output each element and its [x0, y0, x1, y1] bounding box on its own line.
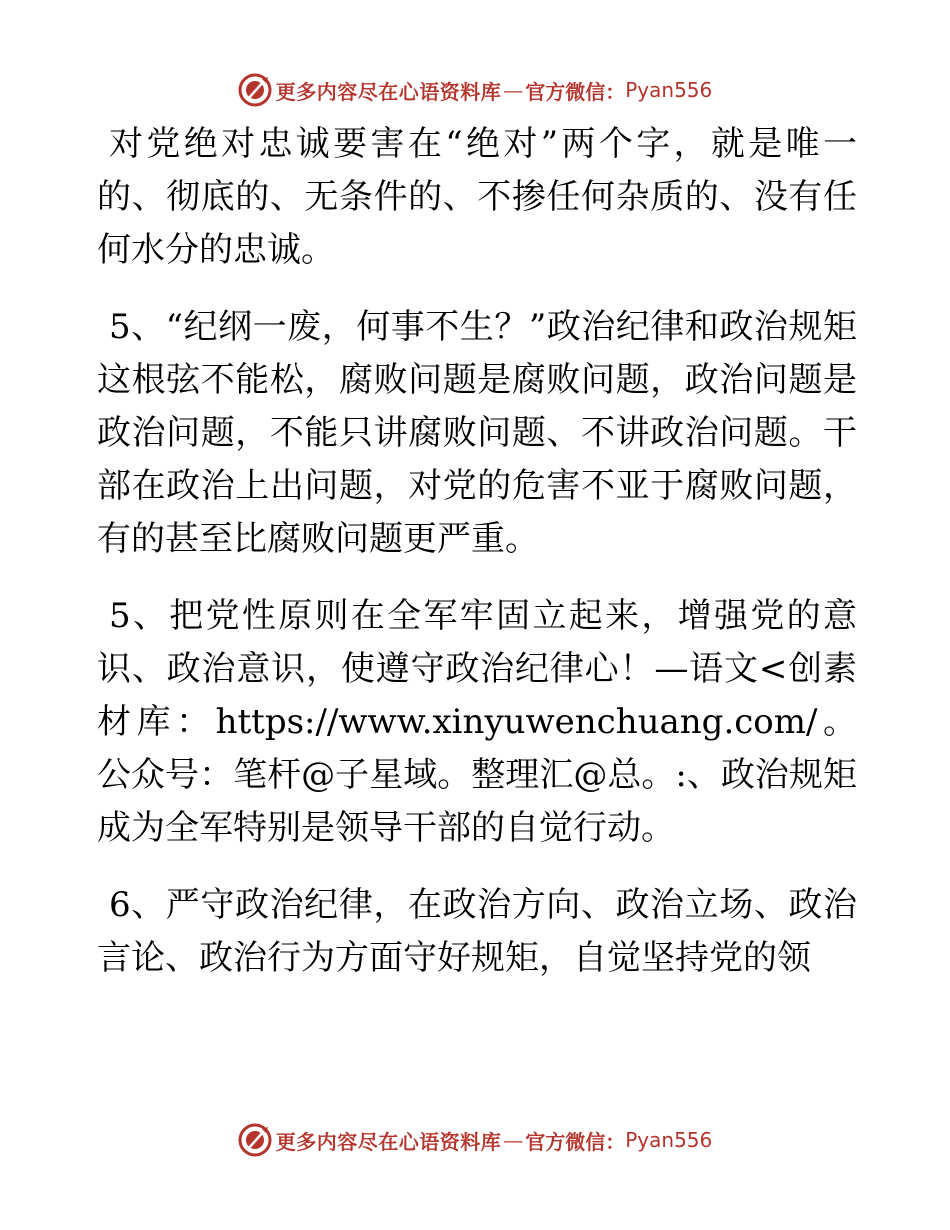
document-body [97, 118, 857, 1009]
watermark-official-label: 官方微信： [525, 1129, 626, 1154]
header-watermark [0, 70, 950, 110]
watermark-dash: — [503, 1128, 524, 1152]
pen-logo-icon [238, 73, 272, 107]
watermark-brand: 更多内容尽在心语资料库 [275, 79, 502, 104]
watermark-wechat-id: Pyan556 [625, 1128, 713, 1152]
watermark-dash: — [503, 78, 524, 102]
paragraph-party-principle: 5、把党性原则在全军牢固立起来，增强党的意识、政治意识，使遵守政治纪律心！—语文<创素材库：https://www.xinyuwenchuang.com/。公众号：笔杆@子星域。整理汇@总。:、政治规矩成为全军特别是领导干部的自觉行动。 [97, 596, 857, 848]
paragraph-discipline: 5、“纪纲一废，何事不生？”政治纪律和政治规矩这根弦不能松，腐败问题是腐败问题，政治问题是政治问题，不能只讲腐败问题、不讲政治问题。干部在政治上出问题，对党的危害不亚于腐败问题，有的甚至比腐败问题更严重。 [97, 307, 857, 559]
paragraph-loyalty: 对党绝对忠诚要害在“绝对”两个字，就是唯一的、彻底的、无条件的、不掺任何杂质的、没有任何水分的忠诚。 [97, 124, 857, 270]
watermark-brand: 更多内容尽在心语资料库 [275, 1129, 502, 1154]
pen-logo-icon [238, 1123, 272, 1157]
watermark-official-label: 官方微信： [525, 79, 626, 104]
paragraph-political-rules: 6、严守政治纪律，在政治方向、政治立场、政治言论、政治行为方面守好规矩，自觉坚持党的领 [97, 885, 857, 978]
watermark-wechat-id: Pyan556 [625, 78, 713, 102]
footer-watermark [0, 1120, 950, 1160]
